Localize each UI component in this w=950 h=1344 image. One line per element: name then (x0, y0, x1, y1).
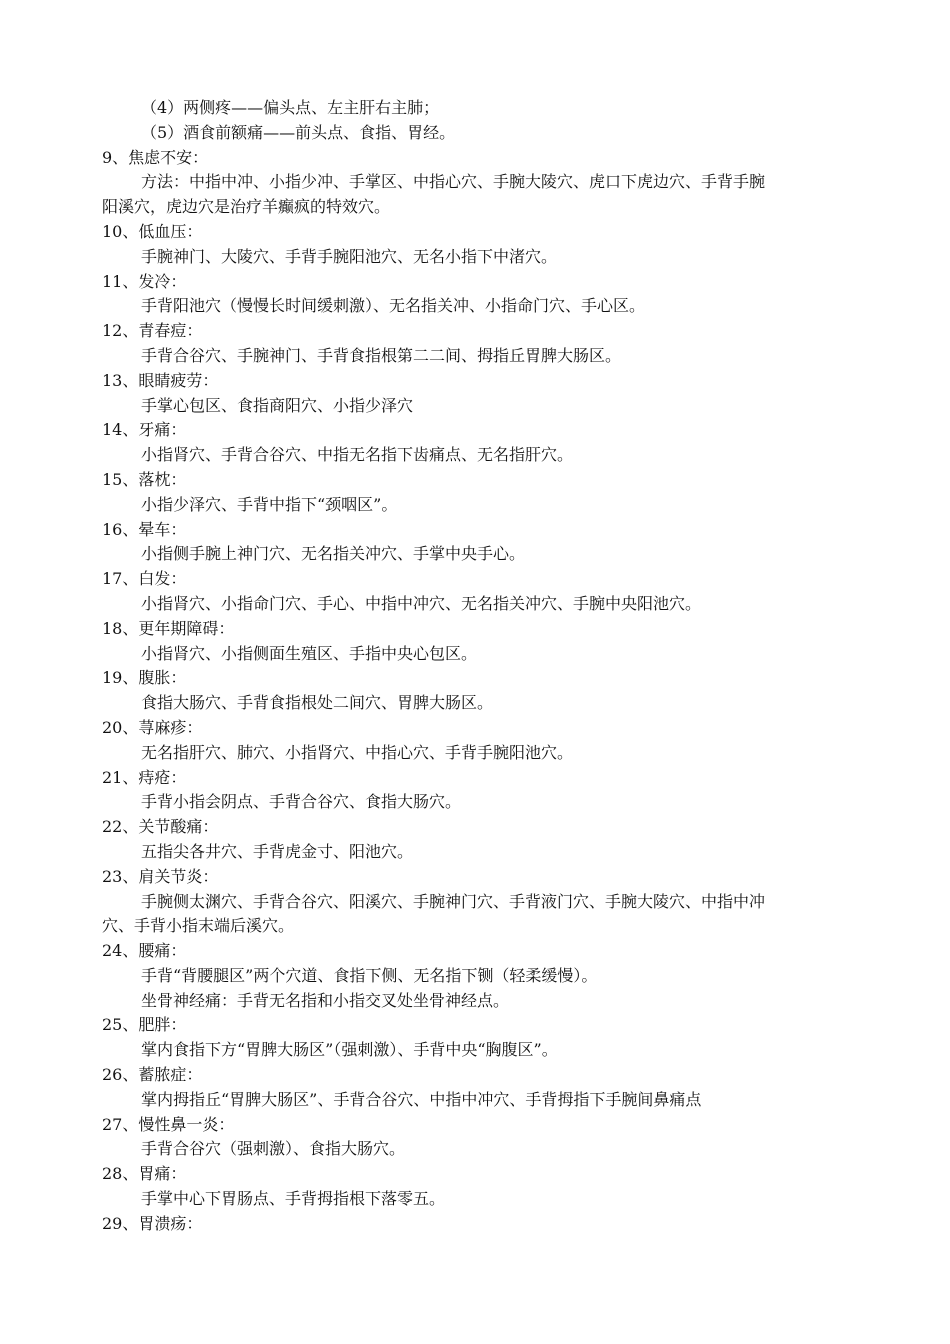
paragraph-line: 手掌中心下胃肠点、手背拇指根下落零五。 (141, 1189, 446, 1209)
paragraph-line: （4）两侧疼——偏头点、左主肝右主肺； (141, 98, 440, 117)
section-heading: 12、青春痘： (102, 321, 203, 341)
paragraph-line: 手背阳池穴（慢慢长时间缓刺激）、无名指关冲、小指命门穴、手心区。 (141, 296, 646, 316)
paragraph-line: 坐骨神经痛：手背无名指和小指交叉处坐骨神经点。 (141, 990, 510, 1010)
paragraph-line: 手掌心包区、食指商阳穴、小指少泽穴 (141, 395, 414, 415)
paragraph-line: 无名指肝穴、肺穴、小指肾穴、中指心穴、手背手腕阳池穴。 (141, 742, 574, 762)
section-heading: 26、蓄脓症： (102, 1065, 203, 1085)
paragraph-line: 穴、手背小指末端后溪穴。 (102, 916, 295, 936)
paragraph-line: （5）酒食前额痛——前头点、食指、胃经。 (141, 122, 456, 142)
paragraph-line: 小指肾穴、小指命门穴、手心、中指中冲穴、无名指关冲穴、手腕中央阳池穴。 (141, 593, 702, 613)
section-heading: 24、腰痛： (102, 941, 187, 961)
paragraph-line: 手腕侧太渊穴、手背合谷穴、阳溪穴、手腕神门穴、手背液门穴、手腕大陵穴、中指中冲 (141, 891, 766, 911)
section-heading: 29、胃溃疡： (102, 1213, 203, 1233)
section-heading: 11、发冷： (102, 271, 187, 291)
paragraph-line: 阳溪穴，虎边穴是治疗羊癫疯的特效穴。 (102, 197, 391, 217)
section-heading: 13、眼睛疲劳： (102, 370, 219, 390)
section-heading: 16、晕车： (102, 519, 187, 539)
section-heading: 14、牙痛： (102, 420, 187, 440)
paragraph-line: 小指肾穴、小指侧面生殖区、手指中央心包区。 (141, 643, 478, 663)
section-heading: 17、白发： (102, 569, 187, 589)
paragraph-line: 手背小指会阴点、手背合谷穴、食指大肠穴。 (141, 792, 462, 812)
paragraph-line: 小指肾穴、手背合谷穴、中指无名指下齿痛点、无名指肝穴。 (141, 445, 574, 465)
paragraph-line: 五指尖各井穴、手背虎金寸、阳池穴。 (141, 841, 414, 861)
paragraph-line: 手背合谷穴（强刺激）、食指大肠穴。 (141, 1139, 406, 1159)
document-body (0, 96, 950, 1237)
section-heading: 28、胃痛： (102, 1164, 187, 1184)
section-heading: 22、关节酸痛： (102, 817, 219, 837)
paragraph-line: 手腕神门、大陵穴、手背手腕阳池穴、无名小指下中渚穴。 (141, 246, 558, 266)
section-heading: 10、低血压： (102, 221, 203, 241)
section-heading: 18、更年期障碍： (102, 618, 235, 638)
paragraph-line: 掌内拇指丘“胃脾大肠区”、手背合谷穴、中指中冲穴、手背拇指下手腕间鼻痛点 (141, 1089, 702, 1109)
paragraph-line: 手背合谷穴、手腕神门、手背食指根第二二间、拇指丘胃脾大肠区。 (141, 345, 622, 365)
section-heading: 25、肥胖： (102, 1015, 187, 1035)
paragraph-line: 食指大肠穴、手背食指根处二间穴、胃脾大肠区。 (141, 693, 494, 713)
paragraph-line: 方法：中指中冲、小指少冲、手掌区、中指心穴、手腕大陵穴、虎口下虎边穴、手背手腕 (141, 172, 766, 192)
paragraph-line: 小指少泽穴、手背中指下“颈咽区”。 (141, 494, 398, 514)
paragraph-line: 手背“背腰腿区”两个穴道、食指下侧、无名指下铡（轻柔缓慢）。 (141, 965, 598, 985)
paragraph-line: 小指侧手腕上神门穴、无名指关冲穴、手掌中央手心。 (141, 544, 526, 564)
section-heading: 21、痔疮： (102, 767, 187, 787)
section-heading: 27、慢性鼻一炎： (102, 1114, 235, 1134)
section-heading: 19、腹胀： (102, 668, 187, 688)
section-heading: 15、落枕： (102, 469, 187, 489)
section-heading: 9、焦虑不安： (102, 147, 209, 167)
section-heading: 20、荨麻疹： (102, 717, 203, 737)
section-heading: 23、肩关节炎： (102, 866, 219, 886)
paragraph-line: 掌内食指下方“胃脾大肠区”（强刺激）、手背中央“胸腹区”。 (141, 1040, 558, 1060)
